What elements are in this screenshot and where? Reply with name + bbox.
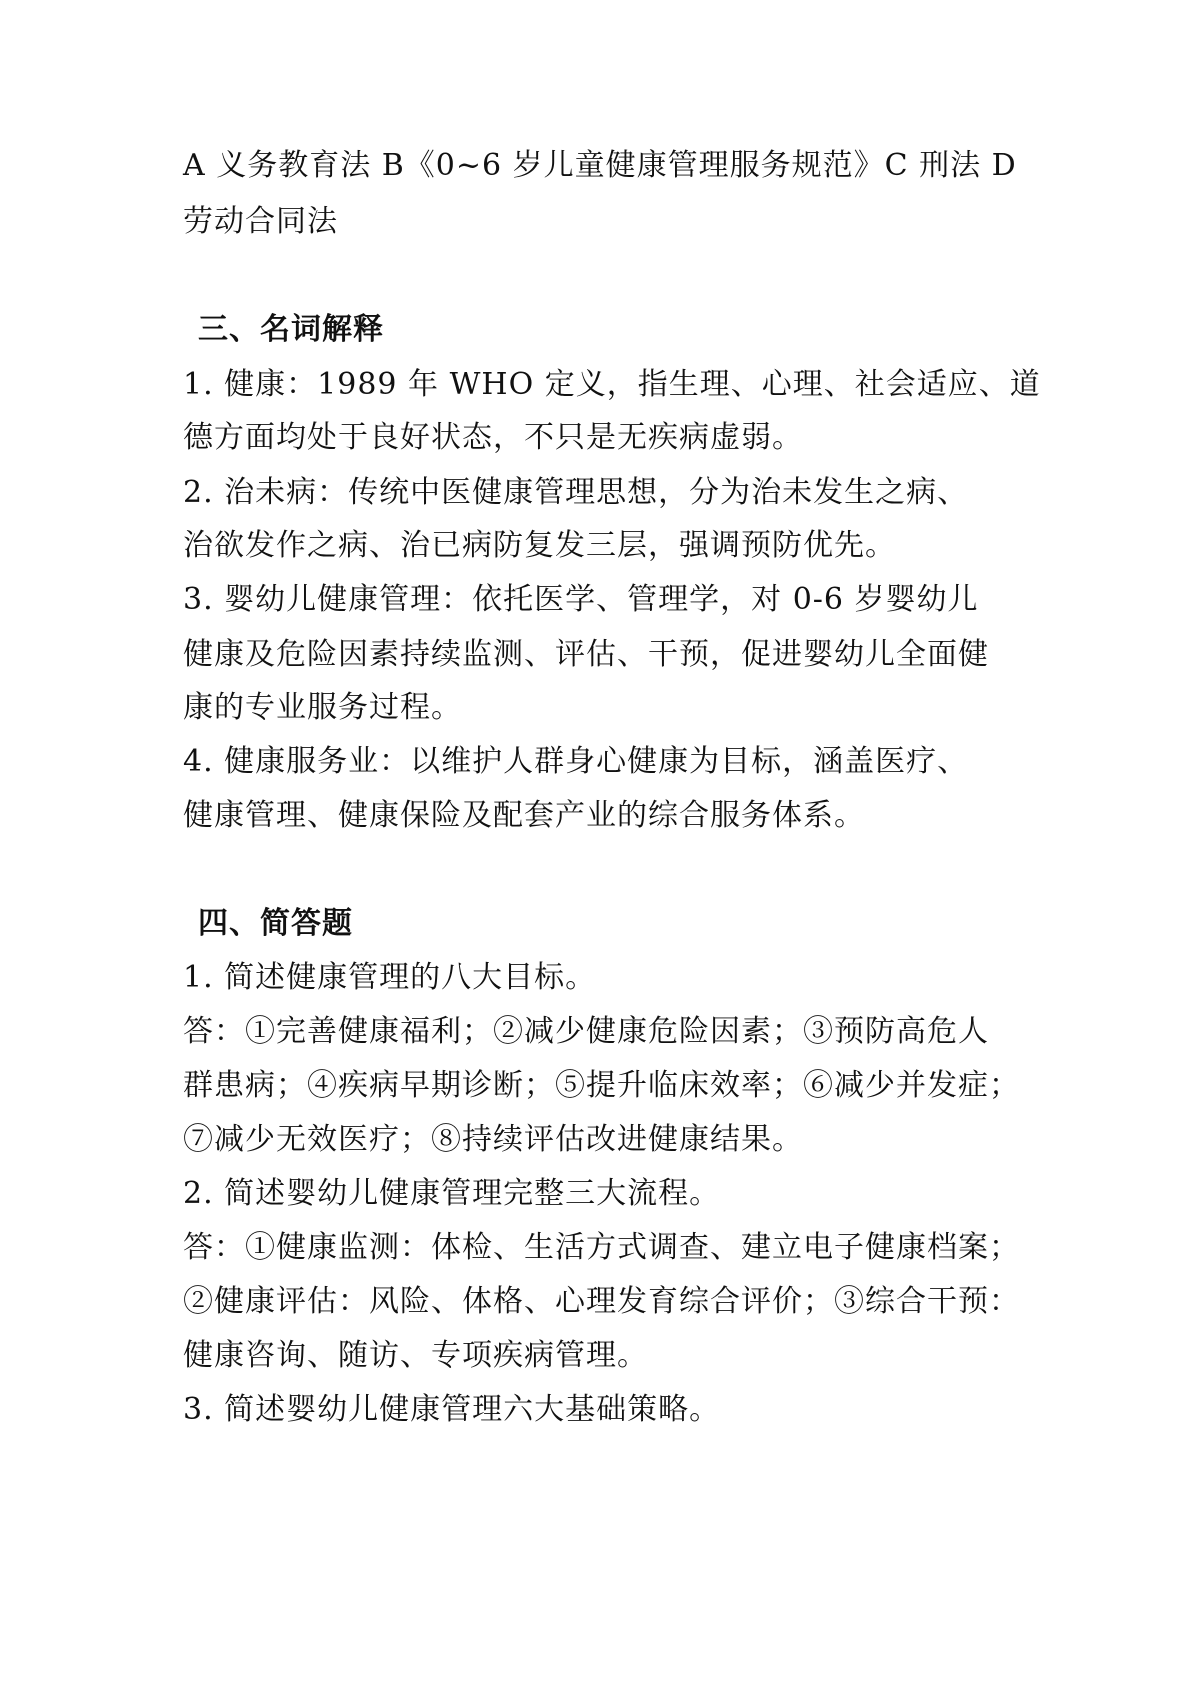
answer-line: 3. 简述婴幼儿健康管理六大基础策略。 [183,1392,721,1427]
term-line: 德方面均处于良好状态，不只是无疾病虚弱。 [183,420,803,455]
term-line: 治欲发作之病、治已病防复发三层，强调预防优先。 [183,528,896,563]
answer-line: ⑦减少无效医疗；⑧持续评估改进健康结果。 [183,1122,803,1157]
answer-line: 群患病；④疾病早期诊断；⑤提升临床效率；⑥减少并发症； [183,1068,1020,1103]
answer-line: 2. 简述婴幼儿健康管理完整三大流程。 [183,1176,721,1211]
term-line: 1. 健康：1989 年 WHO 定义，指生理、心理、社会适应、道 [183,367,1041,402]
section-heading-terms: 三、名词解释 [198,312,384,347]
choice-options-line: A 义务教育法 B《0~6 岁儿童健康管理服务规范》C 刑法 D [183,148,1017,183]
term-line: 健康及危险因素持续监测、评估、干预，促进婴幼儿全面健 [183,637,989,672]
answer-line: 答：①完善健康福利；②减少健康危险因素；③预防高危人 [183,1014,989,1049]
answer-line: 1. 简述健康管理的八大目标。 [183,960,597,995]
term-line: 康的专业服务过程。 [183,690,462,725]
term-line: 2. 治未病：传统中医健康管理思想，分为治未发生之病、 [183,475,969,510]
term-line: 健康管理、健康保险及配套产业的综合服务体系。 [183,798,865,833]
term-line: 4. 健康服务业：以维护人群身心健康为目标，涵盖医疗、 [183,744,969,779]
answer-line: 健康咨询、随访、专项疾病管理。 [183,1338,648,1373]
choice-options-line-cont: 劳动合同法 [183,204,338,239]
section-heading-short-answer: 四、简答题 [198,906,353,941]
answer-line: 答：①健康监测：体检、生活方式调查、建立电子健康档案； [183,1230,1020,1265]
answer-line: ②健康评估：风险、体格、心理发育综合评价；③综合干预： [183,1284,1020,1319]
term-line: 3. 婴幼儿健康管理：依托医学、管理学，对 0-6 岁婴幼儿 [183,582,979,617]
